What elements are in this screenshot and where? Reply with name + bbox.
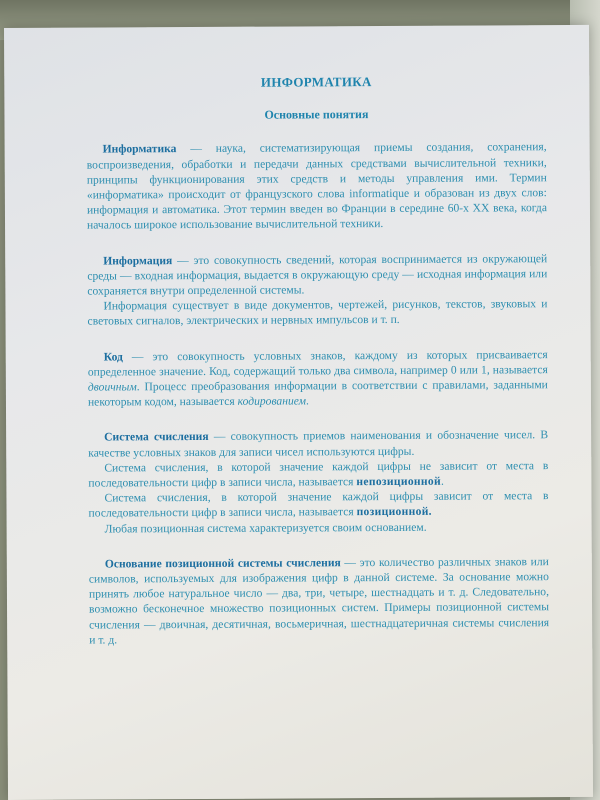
definition-text: — совокупность приемов наименования и обозначение чисел. В качестве условных знаков для записи чисел используются цифры.: [88, 428, 549, 460]
definition-text: — это совокупность сведений, которая воспринимается из окружающей среды — входная информация, выдается в окружающую среду — исходная информация или сохраняется внутри определенной системы.: [87, 251, 548, 298]
term-information: Информация: [103, 253, 173, 268]
definition-text: — это совокупность условных знаков, каждому из которых присваивается определенное значение. Код, содержащий только два символа, например 0 или 1, называется: [87, 347, 548, 379]
definition-text: .: [440, 474, 444, 488]
definition-text: . Процесс преобразования информации в соответствии с правилами, заданными некоторым кодом, называется: [87, 378, 548, 409]
section-code: [88, 347, 548, 410]
page-title: ИНФОРМАТИКА: [260, 74, 372, 90]
paragraph: [88, 347, 548, 410]
paragraph: [89, 554, 549, 648]
italic-term: кодированием: [237, 394, 307, 409]
paragraph: [88, 458, 548, 491]
bold-term: непозиционной: [356, 474, 441, 489]
term-informatics: Информатика: [102, 142, 177, 156]
paragraph: [88, 488, 548, 521]
paragraph: [88, 428, 548, 461]
term-base: Основание позиционной системы счисления: [104, 556, 341, 571]
term-code: Код: [103, 350, 123, 364]
paragraph: [87, 140, 547, 234]
term-numeral-system: Система счисления: [104, 430, 209, 444]
definition-text: — это количество различных знаков или символов, используемых для изображения цифр в данной системе. За основание можно принять любое натуральное число — два, три, четыре, шестнадцать и т. д. Следовательно, возможно бесконечное множество позиционных систем. Примеры позиционной системы счисления — двоичная, десятичная, восьмеричная, шестнадцатеричная системы счисления и т. д.: [88, 555, 550, 647]
paragraph: Любая позиционная система характеризуется своим основанием.: [104, 520, 427, 536]
definition-text: Система счисления, в которой значение каждой цифры не зависит от места в последовательности цифр в записи числа, называется: [88, 459, 549, 490]
section-numeral-system: [88, 428, 549, 537]
page-content: [86, 73, 549, 667]
paragraph: Информация существует в виде документов, чертежей, рисунков, текстов, звуковых и световых сигналов, электрических и нервных импульсов и т. п.: [87, 297, 548, 329]
definition-text: — наука, систематизирующая приемы создания, сохранения, воспроизведения, обработки и передачи данных средствами вычислительной техники, принципы функционирования этих средств и методы управления ими. Термин «информатика» происходит от французского слова informatique и образован из двух слов: информация и автоматика. Этот термин введен во Франции в середине 60-х XX века, когда началось широкое использование вычислительной техники.: [86, 140, 547, 232]
paragraph: [87, 251, 547, 299]
page-subtitle: Основные понятия: [264, 107, 369, 122]
definition-text: .: [305, 394, 309, 408]
definition-text: Система счисления, в которой значение каждой цифры зависит от места в последовательности цифр в записи числа, называется: [88, 489, 549, 521]
book-page: [4, 25, 593, 800]
section-informatics: [87, 140, 547, 234]
section-information: [87, 251, 547, 329]
italic-term: двоичным: [87, 380, 137, 394]
bold-term: позиционной.: [356, 505, 432, 519]
section-base: [89, 554, 549, 648]
